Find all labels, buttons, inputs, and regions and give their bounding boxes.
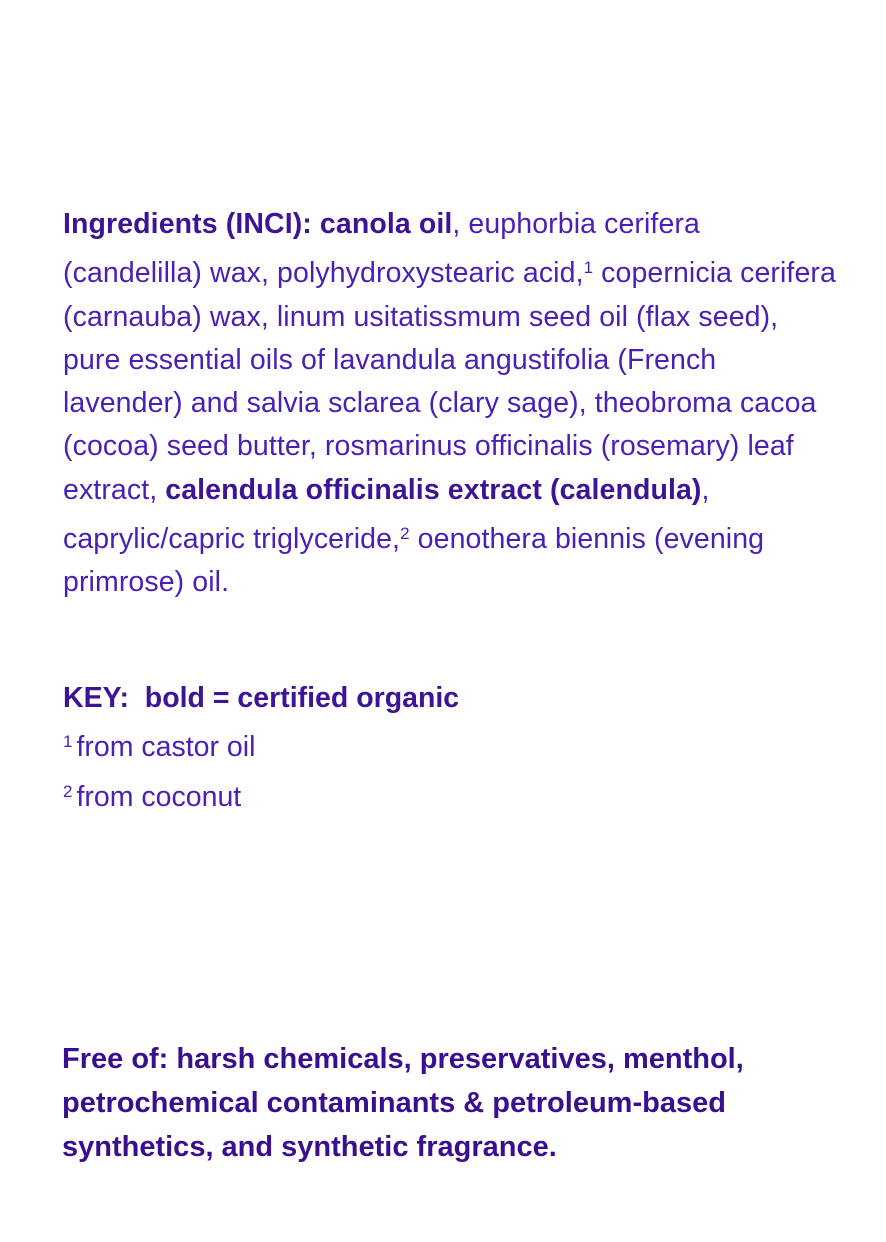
key-title: KEY: bold = certified organic bbox=[63, 682, 460, 714]
footnote-marker-2: 2 bbox=[63, 781, 73, 801]
footnote-ref-1: 1 bbox=[583, 258, 594, 278]
footnote-marker-1: 1 bbox=[63, 732, 73, 752]
ingredients-text-1: , euphorbia cerifera (candelilla) wax, polyhydroxystearic acid, bbox=[63, 208, 700, 290]
footnote-text-2: from coconut bbox=[76, 780, 242, 813]
footnote-ref-2: 2 bbox=[400, 524, 410, 544]
footnote-2 bbox=[63, 770, 843, 819]
ingredients-text-3: , caprylic/capric triglyceride, bbox=[63, 473, 710, 556]
free-of-statement: Free of: harsh chemicals, preservatives, menthol, petrochemical contaminants & petroleum-based synthetics, and synthetic fragrance. bbox=[62, 1043, 744, 1163]
ingredients-organic-calendula: calendula officinalis extract (calendula) bbox=[165, 473, 702, 506]
ingredients-label: Ingredients (INCI): canola oil bbox=[63, 208, 453, 240]
ingredients-paragraph bbox=[63, 203, 843, 605]
footnote-text-1: from castor oil bbox=[76, 731, 256, 764]
key-legend bbox=[63, 677, 843, 819]
ingredients-text-2: copernicia cerifera (carnauba) wax, linum usitatissmum seed oil (flax seed), pure essential oils of lavandula angustifolia (French lavender) and salvia sclarea (clary sage), theobroma cacoa (cocoa) seed butter, rosmarinus officinalis (rosemary) leaf extract, bbox=[63, 257, 836, 506]
footnote-1 bbox=[63, 720, 843, 769]
ingredients-text-4: oenothera biennis (evening primrose) oil. bbox=[63, 523, 765, 599]
